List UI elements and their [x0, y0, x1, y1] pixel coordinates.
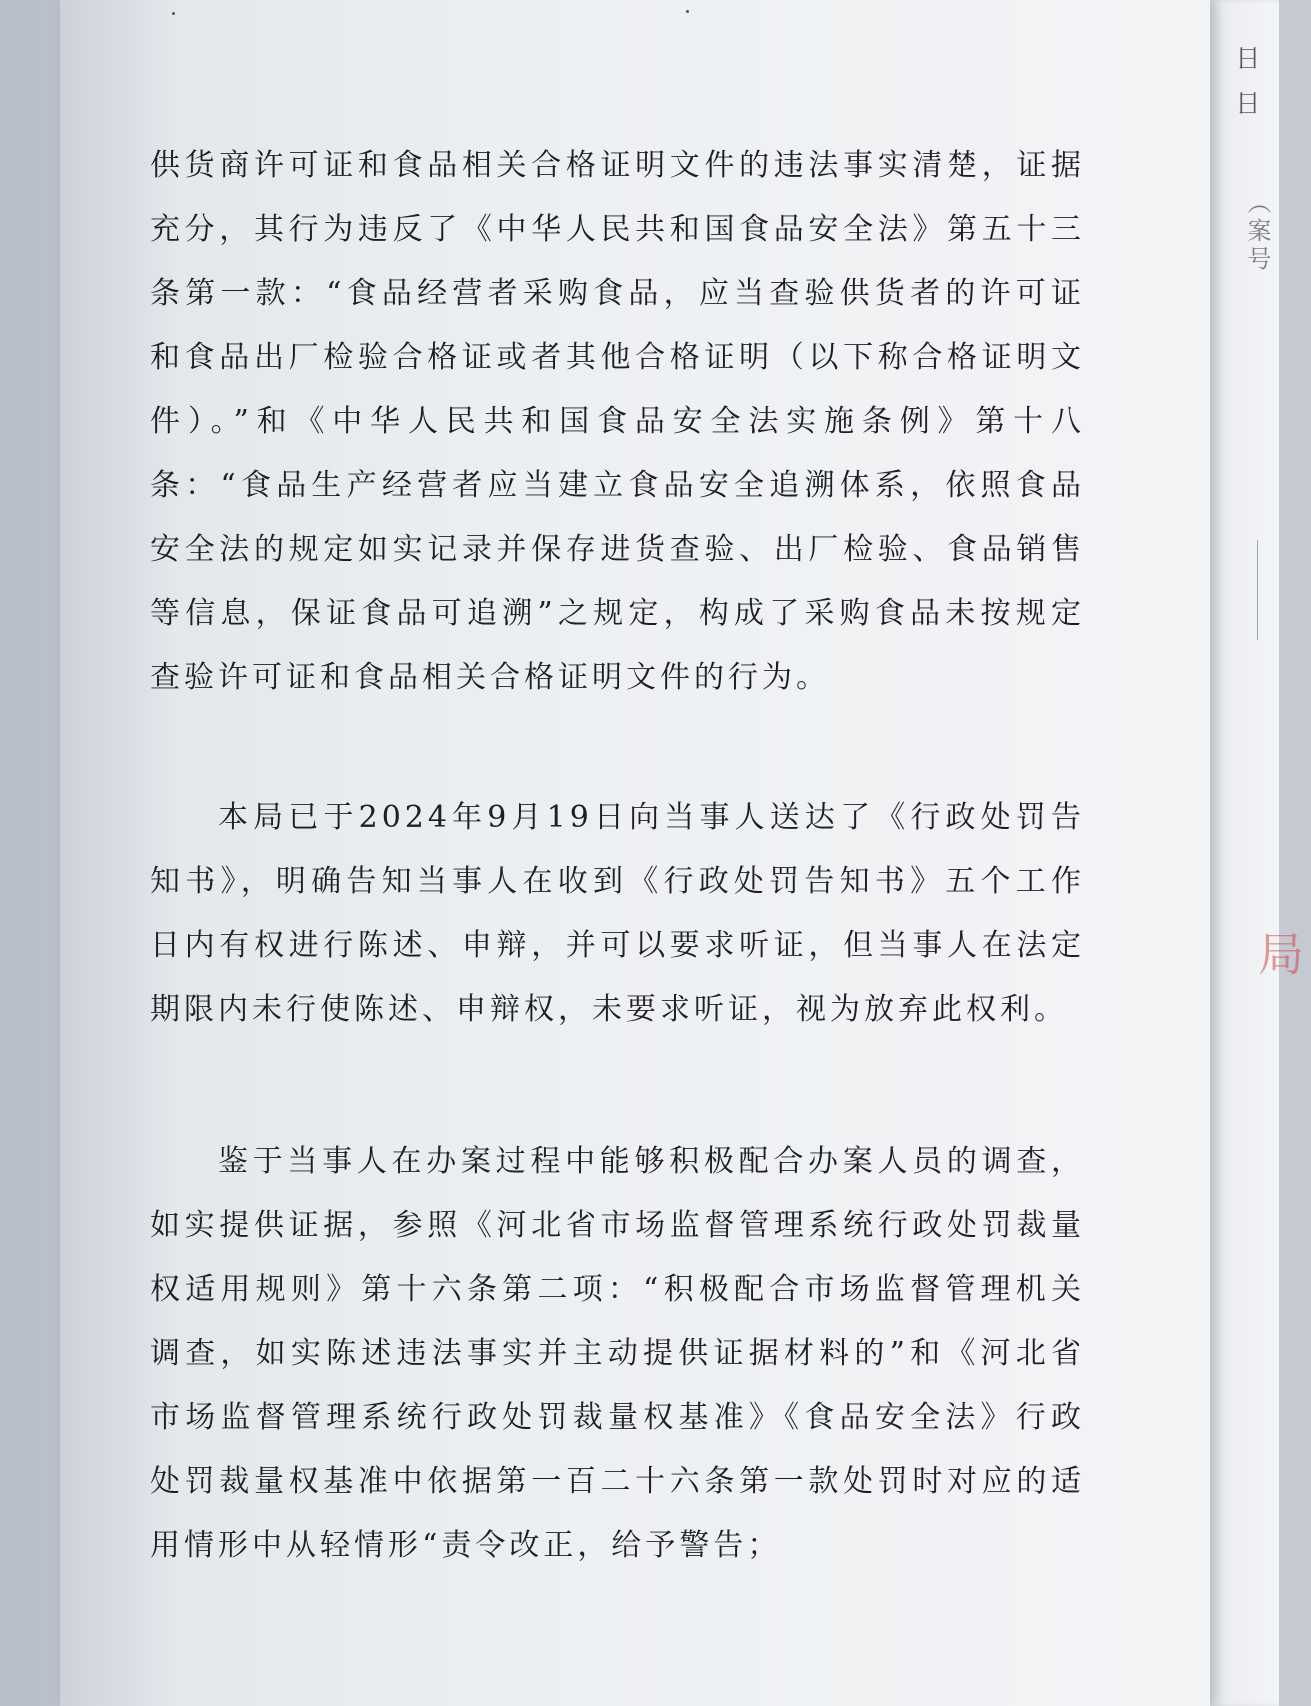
- paragraph-notice-delivery: 本局已于2024年9月19日向当事人送达了《行政处罚告知书》，明确告知当事人在收到《行政处罚告知书》五个工作日内有权进行陈述、申辩，并可以要求听证，但当事人在法定期限内未行使陈述、申辩权，未要求听证，视为放弃此权利。: [150, 800, 1085, 1027]
- paper-speck: [172, 12, 175, 15]
- adjacent-page-side-text: （案号: [1243, 190, 1271, 274]
- paper-speck: [686, 10, 689, 13]
- adjacent-page-top-text: 日 日: [1235, 40, 1264, 116]
- adjacent-page-rule: [1257, 540, 1258, 640]
- paragraph-violation-facts: 供货商许可证和食品相关合格证明文件的违法事实清楚，证据充分，其行为违反了《中华人民共和国食品安全法》第五十三条第一款：“食品经营者采购食品，应当查验供货者的许可证和食品出厂检验合格证或者其他合格证明（以下称合格证明文件）。”和《中华人民共和国食品安全法实施条例》第十八条：“食品生产经营者应当建立食品安全追溯体系，依照食品安全法的规定如实记录并保存进货查验、出厂检验、食品销售等信息，保证食品可追溯”之规定，构成了采购食品未按规定查验许可证和食品相关合格证明文件的行为。: [150, 148, 1085, 695]
- red-seal-fragment: 局: [1251, 930, 1305, 994]
- paragraph-mitigation: 鉴于当事人在办案过程中能够积极配合办案人员的调查，如实提供证据，参照《河北省市场监督管理系统行政处罚裁量权适用规则》第十六条第二项：“积极配合市场监督管理机关调查，如实陈述违法事实并主动提供证据材料的”和《河北省市场监督管理系统行政处罚裁量权基准》《食品安全法》行政处罚裁量权基准中依据第一百二十六条第一款处罚时对应的适用情形中从轻情形“责令改正，给予警告；: [150, 1144, 1085, 1563]
